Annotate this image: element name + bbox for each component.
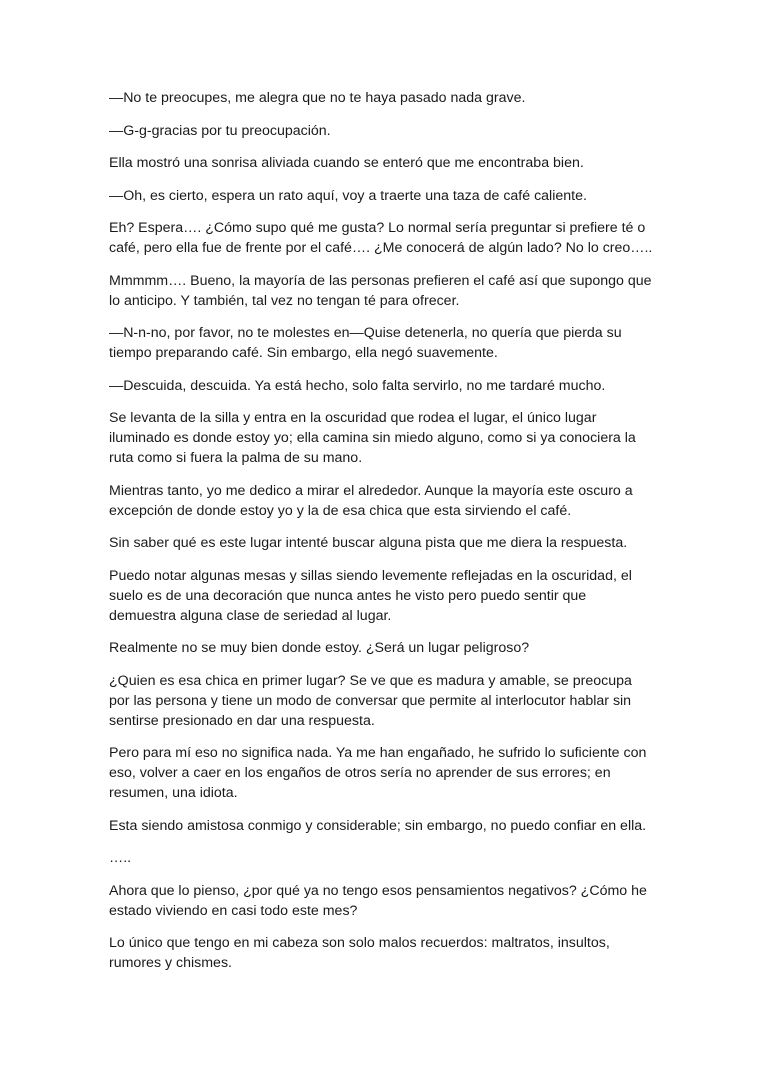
paragraph: —G-g-gracias por tu preocupación. xyxy=(109,122,331,139)
paragraph: ….. xyxy=(109,850,132,866)
paragraph: Mmmmm…. Bueno, la mayoría de las personas prefieren el café así que supongo que lo anticipo. Y también, tal vez no tengan té para ofrecer. xyxy=(109,272,652,309)
paragraph: Ella mostró una sonrisa aliviada cuando se enteró que me encontraba bien. xyxy=(109,155,584,171)
paragraph: —Oh, es cierto, espera un rato aquí, voy a traerte una taza de café caliente. xyxy=(109,187,587,204)
paragraph: ¿Quien es esa chica en primer lugar? Se ve que es madura y amable, se preocupa por las persona y tiene un modo de conversar que permite al interlocutor hablar sin sentirse presionado en dar una respuesta. xyxy=(109,672,632,729)
paragraph: Sin saber qué es este lugar intenté buscar alguna pista que me diera la respuesta. xyxy=(109,535,628,551)
paragraph: Puedo notar algunas mesas y sillas siendo levemente reflejadas en la oscuridad, el suelo es de una decoración que nunca antes he visto pero puedo sentir que demuestra alguna clase de seriedad al lugar. xyxy=(109,567,632,624)
paragraph: Se levanta de la silla y entra en la oscuridad que rodea el lugar, el único lugar iluminado es donde estoy yo; ella camina sin miedo alguno, como si ya conociera la ruta como si fuera la palma de su mano. xyxy=(109,410,636,466)
paragraph: Ahora que lo pienso, ¿por qué ya no tengo esos pensamientos negativos? ¿Cómo he estado viviendo en casi todo este mes? xyxy=(109,882,647,919)
paragraph: Realmente no se muy bien donde estoy. ¿Será un lugar peligroso? xyxy=(109,640,530,656)
paragraph: —Descuida, descuida. Ya está hecho, solo falta servirlo, no me tardaré mucho. xyxy=(109,377,606,394)
paragraph: Lo único que tengo en mi cabeza son solo malos recuerdos: maltratos, insultos, rumores y chismes. xyxy=(109,935,610,971)
paragraph: —N-n-no, por favor, no te molestes en—Quise detenerla, no quería que pierda su tiempo preparando café. Sin embargo, ella negó suavemente. xyxy=(109,325,622,361)
paragraph: Esta siendo amistosa conmigo y considerable; sin embargo, no puedo confiar en ella. xyxy=(109,817,647,834)
paragraph: Pero para mí eso no significa nada. Ya me han engañado, he sufrido lo suficiente con eso, volver a caer en los engaños de otros sería no aprender de sus errores; en resumen, una idiota. xyxy=(109,745,647,801)
paragraph: Eh? Espera…. ¿Cómo supo qué me gusta? Lo normal sería preguntar si prefiere té o café, pero ella fue de frente por el café…. ¿Me conocerá de algún lado? No lo creo….. xyxy=(109,220,653,256)
paragraph: —No te preocupes, me alegra que no te haya pasado nada grave. xyxy=(109,90,526,106)
paragraph: Mientras tanto, yo me dedico a mirar el alrededor. Aunque la mayoría este oscuro a excepción de donde estoy yo y la de esa chica que esta sirviendo el café. xyxy=(109,482,633,519)
document-page xyxy=(109,88,654,986)
